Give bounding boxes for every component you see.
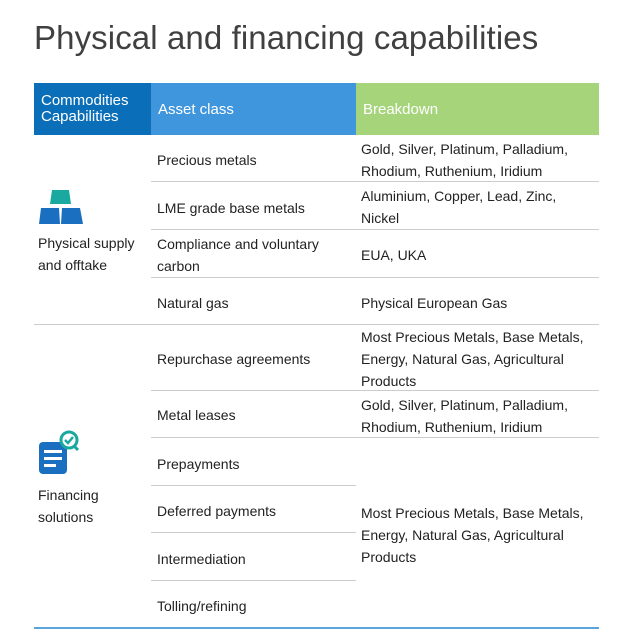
asset-natural-gas: Natural gas — [157, 295, 229, 311]
row-divider — [151, 532, 356, 533]
row-divider — [151, 580, 356, 581]
breakdown-lme-base-metals: Aluminium, Copper, Lead, Zinc, Nickel — [361, 188, 557, 226]
capability-label-financing: Financing solutions — [38, 487, 99, 525]
table-bottom-border — [34, 627, 599, 629]
asset-tolling-refining: Tolling/refining — [157, 598, 247, 614]
row-divider — [151, 390, 599, 391]
asset-lme-base-metals: LME grade base metals — [157, 200, 305, 216]
document-check-icon — [38, 430, 80, 476]
section-divider — [34, 324, 599, 325]
breakdown-natural-gas: Physical European Gas — [361, 295, 508, 311]
header-capabilities: Commodities Capabilities — [34, 83, 151, 135]
asset-deferred-payments: Deferred payments — [157, 503, 277, 519]
header-breakdown: Breakdown — [356, 83, 599, 135]
row-divider — [151, 485, 356, 486]
asset-intermediation: Intermediation — [157, 551, 246, 567]
gold-bars-icon — [38, 188, 84, 226]
row-divider — [151, 437, 599, 438]
breakdown-precious-metals: Gold, Silver, Platinum, Palladium, Rhodium, Ruthenium, Iridium — [361, 141, 568, 179]
row-divider — [151, 181, 599, 182]
page-title: Physical and financing capabilities — [34, 19, 539, 56]
breakdown-carbon: EUA, UKA — [361, 247, 427, 263]
asset-precious-metals: Precious metals — [157, 152, 257, 168]
header-asset-class: Asset class — [151, 83, 356, 135]
asset-prepayments: Prepayments — [157, 456, 240, 472]
row-divider — [151, 277, 599, 278]
row-divider — [151, 229, 599, 230]
capability-label-physical: Physical supply and offtake — [38, 235, 135, 273]
asset-repurchase-agreements: Repurchase agreements — [157, 351, 311, 367]
asset-metal-leases: Metal leases — [157, 407, 236, 423]
breakdown-merged-financing: Most Precious Metals, Base Metals, Energy, Natural Gas, Agricultural Products — [361, 505, 584, 565]
breakdown-metal-leases: Gold, Silver, Platinum, Palladium, Rhodium, Ruthenium, Iridium — [361, 397, 568, 435]
asset-carbon: Compliance and voluntary carbon — [157, 236, 319, 274]
breakdown-repurchase-agreements: Most Precious Metals, Base Metals, Energy, Natural Gas, Agricultural Products — [361, 329, 584, 389]
